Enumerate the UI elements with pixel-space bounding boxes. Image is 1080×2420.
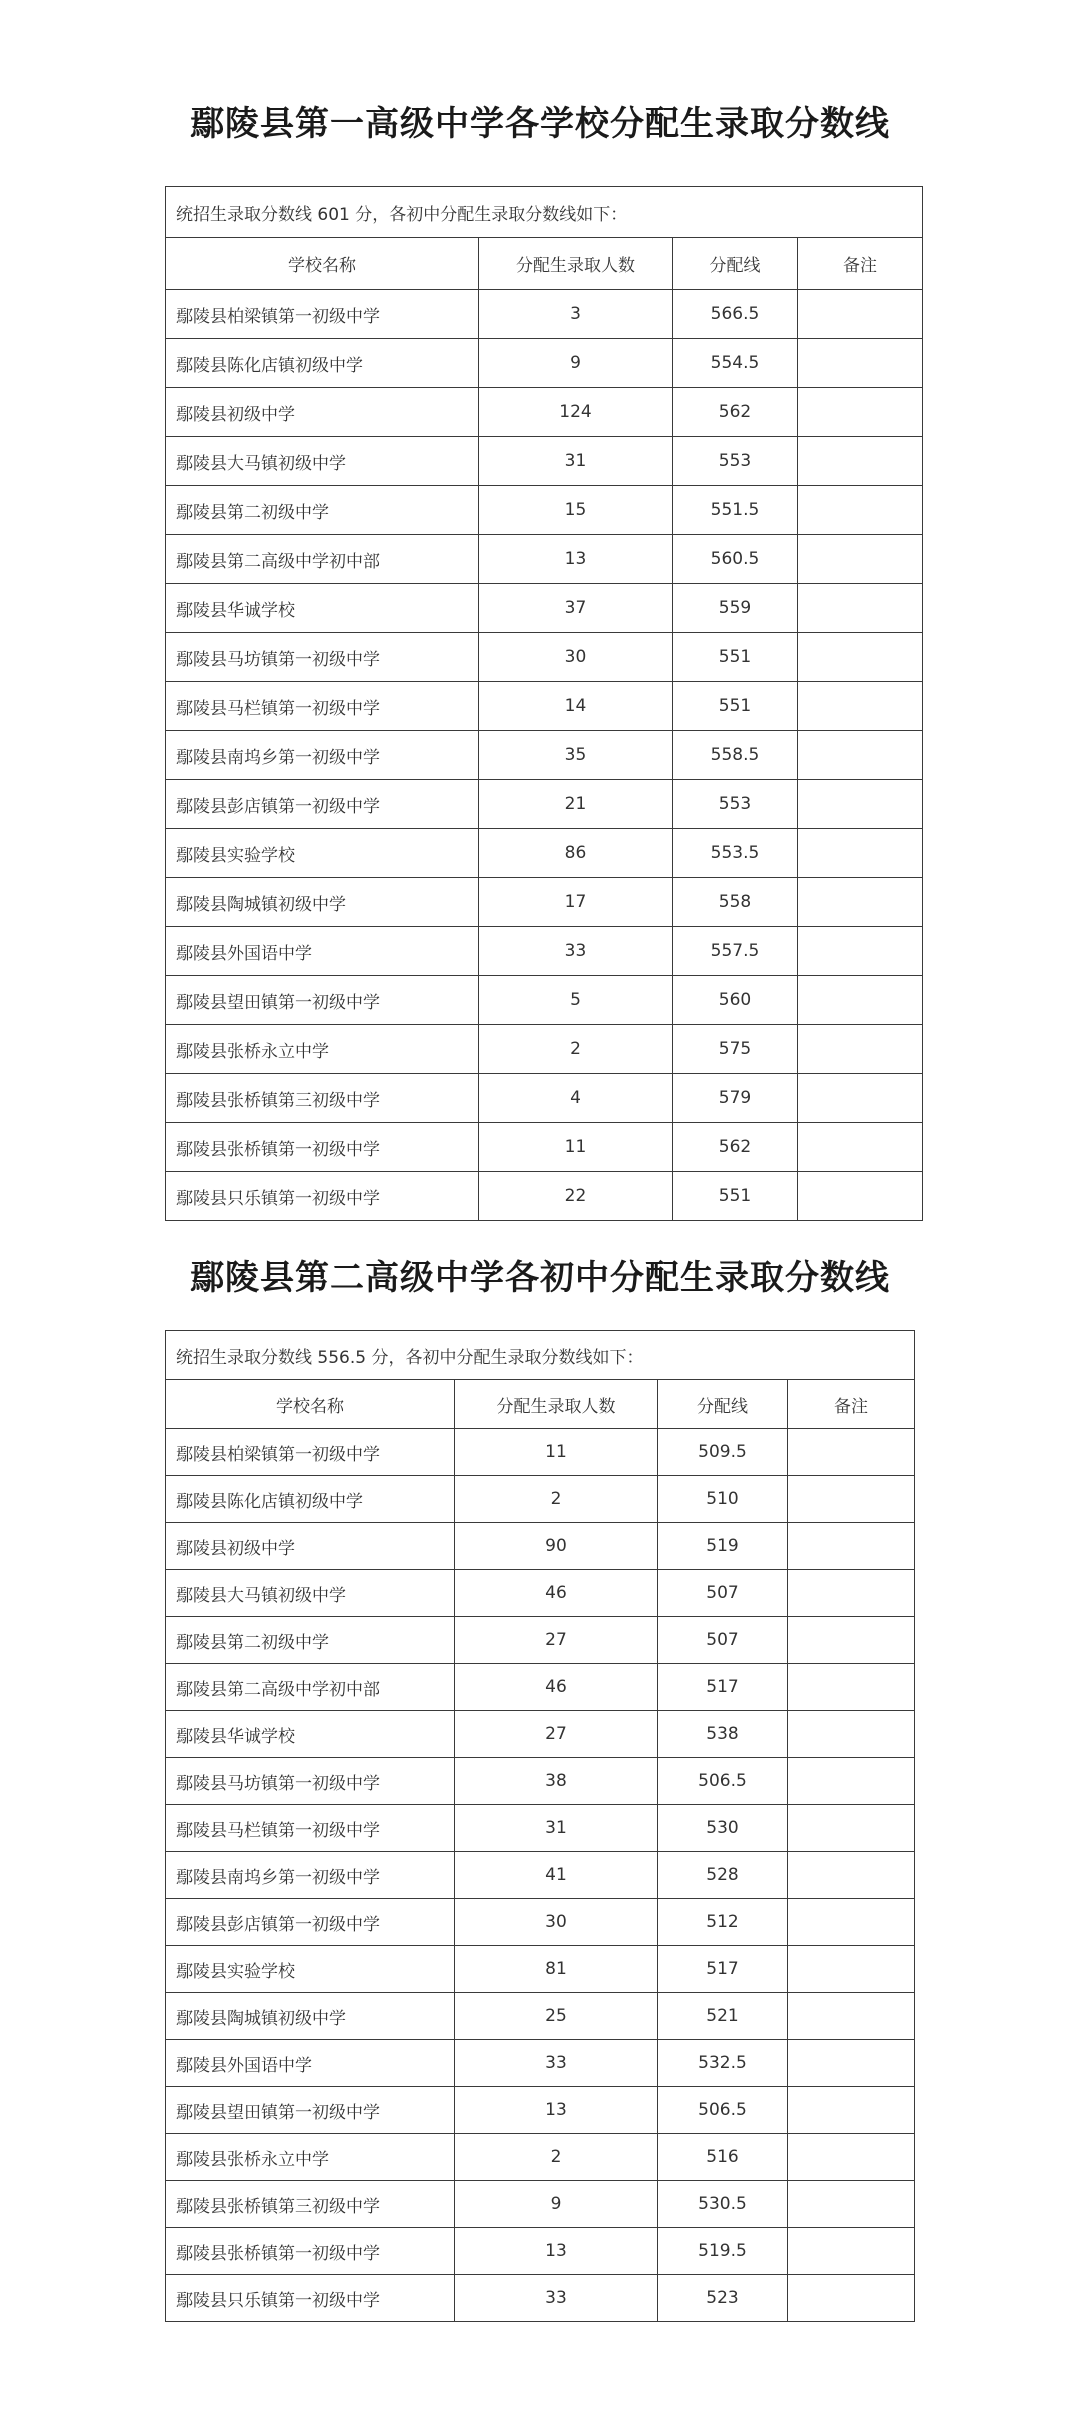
school-name-cell: 鄢陵县柏梁镇第一初级中学	[166, 1429, 455, 1476]
table-row	[166, 1617, 915, 1664]
remark-cell	[788, 2134, 915, 2181]
admit-count-cell: 2	[455, 2134, 658, 2181]
school-name-cell: 鄢陵县张桥永立中学	[166, 2134, 455, 2181]
cutoff-line-cell: 551.5	[673, 486, 798, 535]
remark-cell	[798, 976, 923, 1025]
remark-cell	[798, 584, 923, 633]
school-name-cell: 鄢陵县马坊镇第一初级中学	[166, 633, 479, 682]
remark-cell	[798, 878, 923, 927]
cutoff-line-cell: 553.5	[673, 829, 798, 878]
cutoff-line-cell: 551	[673, 682, 798, 731]
remark-cell	[788, 1523, 915, 1570]
cutoff-line-cell: 507	[658, 1570, 788, 1617]
admit-count-cell: 38	[455, 1758, 658, 1805]
school-name-cell: 鄢陵县大马镇初级中学	[166, 437, 479, 486]
school-name-cell: 鄢陵县张桥镇第三初级中学	[166, 1074, 479, 1123]
cutoff-line-cell: 507	[658, 1617, 788, 1664]
remark-cell	[788, 1617, 915, 1664]
cutoff-line-cell: 530.5	[658, 2181, 788, 2228]
remark-cell	[788, 2087, 915, 2134]
admit-count-cell: 30	[455, 1899, 658, 1946]
admit-count-cell: 33	[479, 927, 673, 976]
cutoff-line-cell: 554.5	[673, 339, 798, 388]
admit-count-cell: 2	[455, 1476, 658, 1523]
section-2-title: 鄢陵县第二高级中学各初中分配生录取分数线	[190, 1258, 890, 1298]
remark-cell	[798, 388, 923, 437]
cutoff-line-cell: 519	[658, 1523, 788, 1570]
remark-cell	[788, 2040, 915, 2087]
school-name-cell: 鄢陵县实验学校	[166, 1946, 455, 1993]
remark-cell	[788, 1946, 915, 1993]
cutoff-line-cell: 579	[673, 1074, 798, 1123]
admit-count-cell: 25	[455, 1993, 658, 2040]
remark-cell	[798, 535, 923, 584]
admit-count-cell: 4	[479, 1074, 673, 1123]
table-row	[166, 1429, 915, 1476]
admit-count-cell: 22	[479, 1172, 673, 1221]
table-row	[166, 388, 923, 437]
remark-cell	[798, 1025, 923, 1074]
table-row	[166, 1523, 915, 1570]
header-row	[166, 1380, 915, 1429]
table-row	[166, 1946, 915, 1993]
remark-cell	[798, 780, 923, 829]
table-row	[166, 1993, 915, 2040]
school-name-cell: 鄢陵县马栏镇第一初级中学	[166, 1805, 455, 1852]
cutoff-line-cell: 521	[658, 1993, 788, 2040]
table-row	[166, 878, 923, 927]
cutoff-line-cell: 553	[673, 437, 798, 486]
section-1-title: 鄢陵县第一高级中学各学校分配生录取分数线	[190, 104, 890, 144]
table-row	[166, 1899, 915, 1946]
cutoff-line-cell: 566.5	[673, 290, 798, 339]
table-row	[166, 339, 923, 388]
remark-cell	[788, 1476, 915, 1523]
header-admit-count: 分配生录取人数	[455, 1380, 658, 1429]
school-name-cell: 鄢陵县南坞乡第一初级中学	[166, 1852, 455, 1899]
table-row	[166, 1074, 923, 1123]
admit-count-cell: 14	[479, 682, 673, 731]
table-row	[166, 633, 923, 682]
table-row	[166, 1711, 915, 1758]
school-name-cell: 鄢陵县外国语中学	[166, 2040, 455, 2087]
cutoff-line-cell: 512	[658, 1899, 788, 1946]
cutoff-line-cell: 510	[658, 1476, 788, 1523]
table-row	[166, 2134, 915, 2181]
school-name-cell: 鄢陵县第二高级中学初中部	[166, 1664, 455, 1711]
cutoff-line-cell: 528	[658, 1852, 788, 1899]
admit-count-cell: 5	[479, 976, 673, 1025]
school-name-cell: 鄢陵县第二初级中学	[166, 486, 479, 535]
header-remark: 备注	[788, 1380, 915, 1429]
remark-cell	[798, 731, 923, 780]
cutoff-line-cell: 575	[673, 1025, 798, 1074]
admit-count-cell: 27	[455, 1711, 658, 1758]
table-row	[166, 1805, 915, 1852]
cutoff-line-cell: 558.5	[673, 731, 798, 780]
cutoff-line-cell: 558	[673, 878, 798, 927]
header-school-name: 学校名称	[166, 1380, 455, 1429]
cutoff-line-cell: 538	[658, 1711, 788, 1758]
header-remark: 备注	[798, 238, 923, 290]
cutoff-line-cell: 553	[673, 780, 798, 829]
table-row	[166, 780, 923, 829]
admit-count-cell: 33	[455, 2275, 658, 2322]
school-name-cell: 鄢陵县彭店镇第一初级中学	[166, 780, 479, 829]
admit-count-cell: 11	[455, 1429, 658, 1476]
remark-cell	[798, 682, 923, 731]
admit-count-cell: 9	[479, 339, 673, 388]
admit-count-cell: 31	[455, 1805, 658, 1852]
table-row	[166, 1476, 915, 1523]
table-note: 统招生录取分数线 556.5 分，各初中分配生录取分数线如下：	[166, 1331, 915, 1380]
admit-count-cell: 9	[455, 2181, 658, 2228]
table-row	[166, 1570, 915, 1617]
remark-cell	[788, 2228, 915, 2275]
table-row	[166, 437, 923, 486]
school-name-cell: 鄢陵县望田镇第一初级中学	[166, 976, 479, 1025]
admit-count-cell: 37	[479, 584, 673, 633]
admit-count-cell: 41	[455, 1852, 658, 1899]
school-name-cell: 鄢陵县陶城镇初级中学	[166, 1993, 455, 2040]
school-name-cell: 鄢陵县马栏镇第一初级中学	[166, 682, 479, 731]
admit-count-cell: 90	[455, 1523, 658, 1570]
table-row	[166, 486, 923, 535]
remark-cell	[788, 1570, 915, 1617]
table-row	[166, 1758, 915, 1805]
cutoff-line-cell: 562	[673, 1123, 798, 1172]
cutoff-line-cell: 516	[658, 2134, 788, 2181]
remark-cell	[798, 829, 923, 878]
table-row	[166, 290, 923, 339]
admit-count-cell: 30	[479, 633, 673, 682]
table-row	[166, 1664, 915, 1711]
header-admit-count: 分配生录取人数	[479, 238, 673, 290]
admit-count-cell: 17	[479, 878, 673, 927]
school-name-cell: 鄢陵县张桥镇第一初级中学	[166, 2228, 455, 2275]
table-row	[166, 535, 923, 584]
cutoff-line-cell: 560	[673, 976, 798, 1025]
table-row	[166, 2040, 915, 2087]
cutoff-line-cell: 560.5	[673, 535, 798, 584]
remark-cell	[788, 1899, 915, 1946]
remark-cell	[788, 1711, 915, 1758]
admit-count-cell: 13	[455, 2228, 658, 2275]
remark-cell	[788, 1805, 915, 1852]
admit-count-cell: 21	[479, 780, 673, 829]
admit-count-cell: 81	[455, 1946, 658, 1993]
remark-cell	[798, 290, 923, 339]
admit-count-cell: 3	[479, 290, 673, 339]
note-row	[166, 1331, 915, 1380]
remark-cell	[788, 1429, 915, 1476]
header-school-name: 学校名称	[166, 238, 479, 290]
school-name-cell: 鄢陵县张桥永立中学	[166, 1025, 479, 1074]
school-name-cell: 鄢陵县第二高级中学初中部	[166, 535, 479, 584]
cutoff-line-cell: 562	[673, 388, 798, 437]
table-row	[166, 682, 923, 731]
admit-count-cell: 31	[479, 437, 673, 486]
table-row	[166, 1123, 923, 1172]
school-name-cell: 鄢陵县马坊镇第一初级中学	[166, 1758, 455, 1805]
admit-count-cell: 15	[479, 486, 673, 535]
cutoff-line-cell: 509.5	[658, 1429, 788, 1476]
cutoff-line-cell: 517	[658, 1946, 788, 1993]
table-row	[166, 2181, 915, 2228]
school-name-cell: 鄢陵县初级中学	[166, 388, 479, 437]
remark-cell	[798, 339, 923, 388]
table-row	[166, 1172, 923, 1221]
school-name-cell: 鄢陵县华诚学校	[166, 584, 479, 633]
admit-count-cell: 2	[479, 1025, 673, 1074]
cutoff-line-cell: 506.5	[658, 1758, 788, 1805]
school-name-cell: 鄢陵县张桥镇第一初级中学	[166, 1123, 479, 1172]
admit-count-cell: 124	[479, 388, 673, 437]
table-row	[166, 2087, 915, 2134]
remark-cell	[788, 2181, 915, 2228]
remark-cell	[788, 1993, 915, 2040]
school-name-cell: 鄢陵县彭店镇第一初级中学	[166, 1899, 455, 1946]
school-name-cell: 鄢陵县只乐镇第一初级中学	[166, 1172, 479, 1221]
header-cutoff-line: 分配线	[658, 1380, 788, 1429]
cutoff-line-cell: 559	[673, 584, 798, 633]
cutoff-line-cell: 519.5	[658, 2228, 788, 2275]
remark-cell	[788, 1758, 915, 1805]
school-name-cell: 鄢陵县陈化店镇初级中学	[166, 1476, 455, 1523]
table-row	[166, 927, 923, 976]
header-row	[166, 238, 923, 290]
school-name-cell: 鄢陵县陈化店镇初级中学	[166, 339, 479, 388]
table-row	[166, 584, 923, 633]
remark-cell	[798, 1123, 923, 1172]
table-row	[166, 1852, 915, 1899]
admit-count-cell: 13	[455, 2087, 658, 2134]
remark-cell	[788, 1852, 915, 1899]
table-row	[166, 2228, 915, 2275]
table-row	[166, 731, 923, 780]
school-name-cell: 鄢陵县第二初级中学	[166, 1617, 455, 1664]
school-name-cell: 鄢陵县大马镇初级中学	[166, 1570, 455, 1617]
school-name-cell: 鄢陵县初级中学	[166, 1523, 455, 1570]
school-name-cell: 鄢陵县南坞乡第一初级中学	[166, 731, 479, 780]
admit-count-cell: 46	[455, 1570, 658, 1617]
school-name-cell: 鄢陵县外国语中学	[166, 927, 479, 976]
cutoff-line-cell: 557.5	[673, 927, 798, 976]
section-2-table	[165, 1330, 915, 2322]
school-name-cell: 鄢陵县陶城镇初级中学	[166, 878, 479, 927]
admit-count-cell: 13	[479, 535, 673, 584]
remark-cell	[798, 927, 923, 976]
school-name-cell: 鄢陵县华诚学校	[166, 1711, 455, 1758]
cutoff-line-cell: 551	[673, 633, 798, 682]
admit-count-cell: 33	[455, 2040, 658, 2087]
section-1-table	[165, 186, 923, 1221]
remark-cell	[788, 2275, 915, 2322]
school-name-cell: 鄢陵县望田镇第一初级中学	[166, 2087, 455, 2134]
cutoff-line-cell: 517	[658, 1664, 788, 1711]
table-row	[166, 976, 923, 1025]
remark-cell	[798, 633, 923, 682]
school-name-cell: 鄢陵县柏梁镇第一初级中学	[166, 290, 479, 339]
header-cutoff-line: 分配线	[673, 238, 798, 290]
remark-cell	[798, 1172, 923, 1221]
school-name-cell: 鄢陵县只乐镇第一初级中学	[166, 2275, 455, 2322]
remark-cell	[788, 1664, 915, 1711]
admit-count-cell: 35	[479, 731, 673, 780]
remark-cell	[798, 486, 923, 535]
remark-cell	[798, 437, 923, 486]
remark-cell	[798, 1074, 923, 1123]
table-row	[166, 1025, 923, 1074]
admit-count-cell: 11	[479, 1123, 673, 1172]
school-name-cell: 鄢陵县实验学校	[166, 829, 479, 878]
note-row	[166, 187, 923, 238]
cutoff-line-cell: 530	[658, 1805, 788, 1852]
admit-count-cell: 27	[455, 1617, 658, 1664]
school-name-cell: 鄢陵县张桥镇第三初级中学	[166, 2181, 455, 2228]
admit-count-cell: 46	[455, 1664, 658, 1711]
cutoff-line-cell: 532.5	[658, 2040, 788, 2087]
table-row	[166, 2275, 915, 2322]
cutoff-line-cell: 551	[673, 1172, 798, 1221]
cutoff-line-cell: 523	[658, 2275, 788, 2322]
table-note: 统招生录取分数线 601 分，各初中分配生录取分数线如下：	[166, 187, 923, 238]
cutoff-line-cell: 506.5	[658, 2087, 788, 2134]
admit-count-cell: 86	[479, 829, 673, 878]
table-row	[166, 829, 923, 878]
